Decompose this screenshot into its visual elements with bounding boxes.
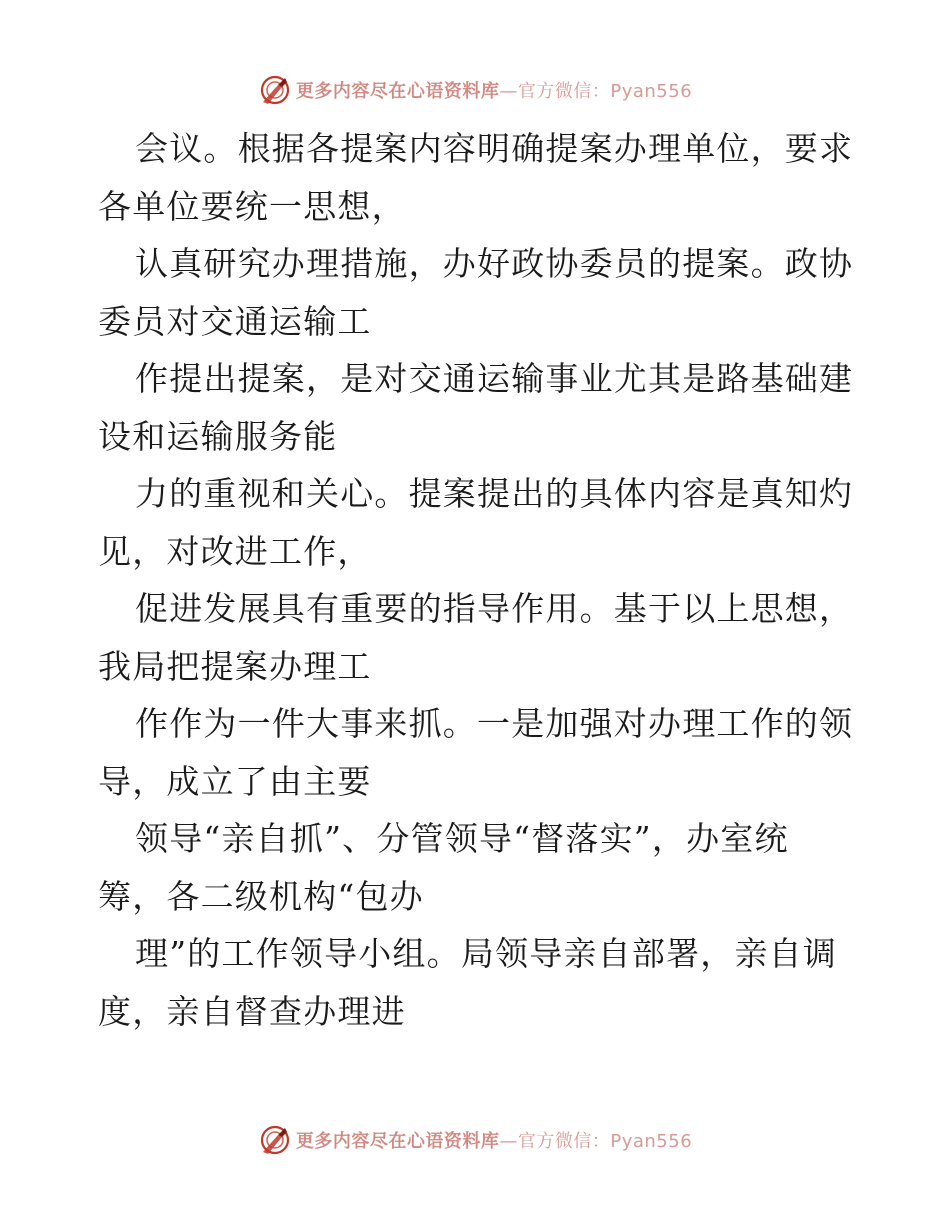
paragraph: 作作为一件大事来抓。一是加强对办理工作的领 导，成立了由主要: [98, 704, 854, 801]
watermark-brand-text: 更多内容尽在心语资料库: [295, 1131, 500, 1152]
paragraph: 作提出提案，是对交通运输事业尤其是路基础建 设和运输服务能: [98, 359, 854, 456]
paragraph: 领导“亲自抓”、分管领导“督落实”，办室统 筹，各二级机构“包办: [98, 819, 789, 916]
watermark-contact-text: —官方微信：Pyan556: [499, 1131, 693, 1152]
document-body: [98, 120, 858, 1040]
watermark-brand-text: 更多内容尽在心语资料库: [295, 81, 500, 102]
watermark-contact-text: —官方微信：Pyan556: [499, 81, 693, 102]
paragraph: 会议。根据各提案内容明确提案办理单位，要求 各单位要统一思想，: [98, 129, 854, 226]
paragraph: 认真研究办理措施，办好政协委员的提案。政协 委员对交通运输工: [98, 244, 854, 341]
paragraph: 促进发展具有重要的指导作用。基于以上思想， 我局把提案办理工: [98, 589, 854, 686]
paragraph: 力的重视和关心。提案提出的具体内容是真知灼 见，对改进工作，: [98, 474, 854, 571]
pen-logo-icon: [258, 73, 292, 107]
paragraph: 理”的工作领导小组。局领导亲自部署，亲自调 度，亲自督查办理进: [98, 934, 838, 1031]
footer-watermark: [0, 1120, 950, 1160]
header-watermark: [0, 70, 950, 110]
pen-logo-icon: [258, 1123, 292, 1157]
